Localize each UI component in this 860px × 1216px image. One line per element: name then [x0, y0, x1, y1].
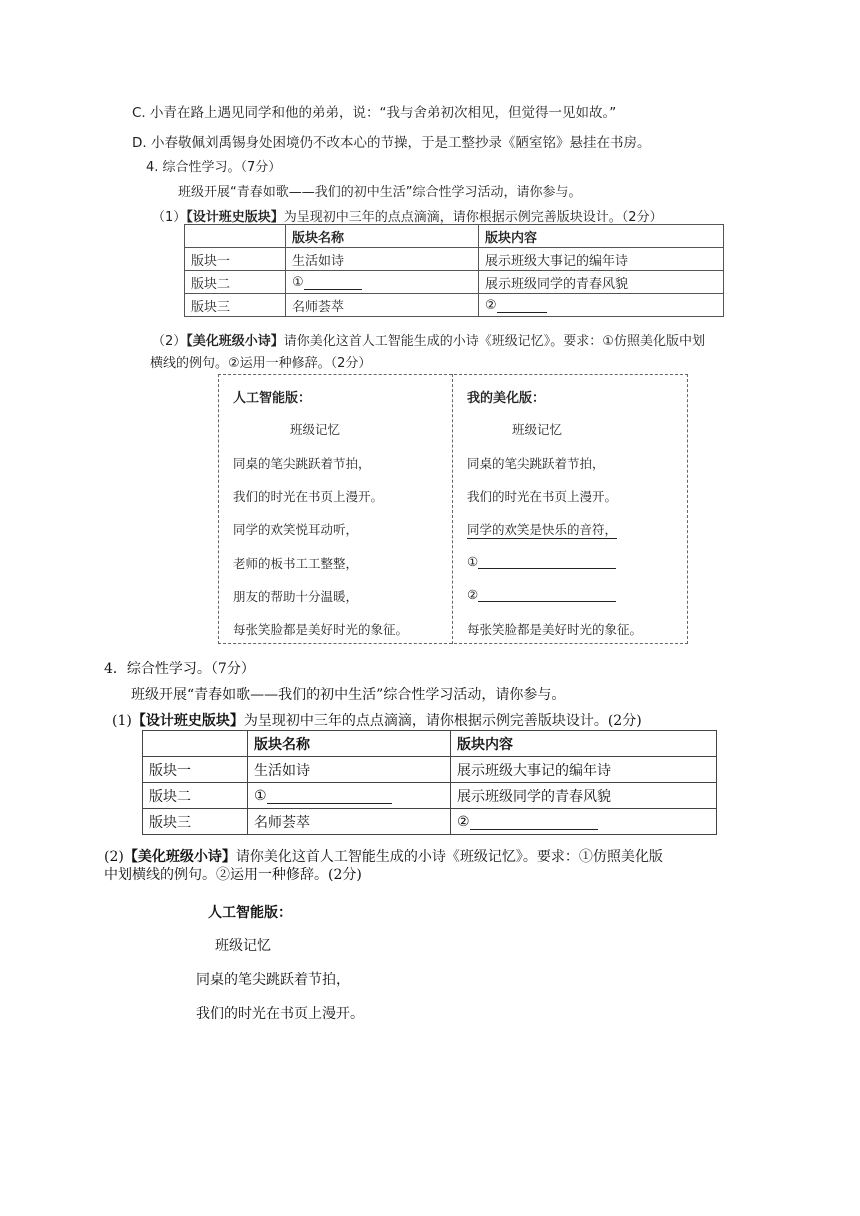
- table-cell: 版块二: [185, 271, 286, 294]
- scan-section-table: [184, 224, 724, 317]
- table-cell: 展示班级大事记的编年诗: [451, 757, 717, 783]
- doc-part2-b: 中划横线的例句。②运用一种修辞。(2分): [104, 867, 362, 883]
- poem-mine-blank-1: [467, 554, 616, 569]
- scan-part2-a: [152, 330, 705, 349]
- table-row: [185, 271, 724, 294]
- table-cell: 展示班级同学的青春风貌: [479, 271, 724, 294]
- poem-ai-line: 老师的板书工工整整，: [233, 556, 359, 571]
- doc-part1-num: (1): [112, 713, 132, 729]
- doc-q4-title: 4．综合性学习。（7分）: [104, 661, 255, 677]
- table-cell: 版块二: [143, 783, 248, 809]
- doc-part2-a: [104, 846, 663, 866]
- table-header: 版块名称: [248, 731, 451, 757]
- doc-poem-line: 同桌的笔尖跳跃着节拍，: [196, 972, 350, 988]
- doc-part1-tag: 【设计班史版块】: [131, 713, 244, 729]
- table-row: [185, 294, 724, 317]
- table-row: [143, 757, 717, 783]
- poem-mine-line: 同桌的笔尖跳跃着节拍，: [467, 456, 605, 471]
- answer-blank[interactable]: [304, 277, 362, 290]
- doc-section-table: [142, 730, 717, 835]
- poem-box-divider: [452, 374, 453, 644]
- scan-q4-title: 4. 综合性学习。（7分）: [146, 160, 282, 175]
- table-cell: [248, 783, 451, 809]
- scan-part1: [152, 206, 663, 225]
- table-cell: [286, 271, 479, 294]
- table-cell: 版块三: [143, 809, 248, 835]
- doc-part2-text-a: 请你美化这首人工智能生成的小诗《班级记忆》。要求：①仿照美化版: [235, 849, 663, 865]
- poem-mine-line: 每张笑脸都是美好时光的象征。: [467, 622, 643, 637]
- scan-part1-text: 为呈现初中三年的点点滴滴，请你根据示例完善版块设计。（2分）: [283, 210, 663, 225]
- table-header: 版块名称: [286, 225, 479, 248]
- scan-part2-text-a: 请你美化这首人工智能生成的小诗《班级记忆》。要求：①仿照美化版中划: [283, 334, 705, 349]
- poem-ai-line: 同桌的笔尖跳跃着节拍，: [233, 456, 371, 471]
- blank-marker: ①: [292, 274, 304, 290]
- doc-part2-tag: 【美化班级小诗】: [123, 849, 236, 865]
- doc-part1: [112, 710, 642, 730]
- blank-marker: ②: [457, 813, 470, 830]
- table-cell: 版块三: [185, 294, 286, 317]
- table-cell: [185, 225, 286, 248]
- poem-ai-line: 朋友的帮助十分温暖，: [233, 589, 359, 604]
- scan-q4-intro: 班级开展“青春如歌——我们的初中生活”综合性学习活动，请你参与。: [178, 185, 582, 200]
- table-row: [143, 783, 717, 809]
- table-row: [143, 731, 717, 757]
- scan-part1-num: （1）: [152, 210, 187, 225]
- answer-blank[interactable]: [478, 589, 616, 602]
- doc-q4-intro: 班级开展“青春如歌——我们的初中生活”综合性学习活动，请你参与。: [131, 687, 566, 703]
- table-cell: 版块一: [185, 248, 286, 271]
- table-cell: 版块一: [143, 757, 248, 783]
- table-cell: 名师荟萃: [286, 294, 479, 317]
- poem-ai-label: 人工智能版：: [233, 391, 312, 406]
- table-cell: 展示班级大事记的编年诗: [479, 248, 724, 271]
- table-row: [185, 248, 724, 271]
- poem-ai-line: 同学的欢笑悦耳动听，: [233, 522, 359, 537]
- poem-mine-underlined-line: 同学的欢笑是快乐的音符，: [467, 522, 618, 537]
- answer-blank[interactable]: [497, 300, 547, 313]
- poem-ai-title: 班级记忆: [290, 422, 341, 437]
- table-header: 版块内容: [451, 731, 717, 757]
- poem-mine-label: 我的美化版：: [467, 391, 546, 406]
- scan-part2-tag: 【美化班级小诗】: [186, 334, 284, 349]
- scan-part1-tag: 【设计班史版块】: [186, 210, 284, 225]
- table-row: [143, 809, 717, 835]
- poem-ai-line: 我们的时光在书页上漫开。: [233, 489, 384, 504]
- scan-part2-num: （2）: [152, 334, 187, 349]
- table-cell: 名师荟萃: [248, 809, 451, 835]
- table-cell: 生活如诗: [286, 248, 479, 271]
- poem-mine-title: 班级记忆: [512, 422, 563, 437]
- table-cell: [479, 294, 724, 317]
- doc-part2-num: (2): [104, 849, 124, 865]
- blank-marker: ①: [254, 787, 267, 804]
- doc-poem-title: 班级记忆: [215, 938, 271, 954]
- answer-blank[interactable]: [478, 556, 616, 569]
- option-d: D. 小春敬佩刘禹锡身处困境仍不改本心的节操，于是工整抄录《陋室铭》悬挂在书房。: [132, 135, 651, 151]
- blank-marker: ②: [485, 297, 497, 313]
- blank-marker: ①: [467, 554, 479, 569]
- doc-part1-text: 为呈现初中三年的点点滴滴，请你根据示例完善版块设计。(2分): [243, 713, 642, 729]
- poem-mine-line: 我们的时光在书页上漫开。: [467, 489, 618, 504]
- table-row: [185, 225, 724, 248]
- table-cell: 生活如诗: [248, 757, 451, 783]
- doc-poem-line: 我们的时光在书页上漫开。: [196, 1006, 364, 1022]
- table-header: 版块内容: [479, 225, 724, 248]
- option-c: C. 小青在路上遇见同学和他的弟弟，说：“我与舍弟初次相见，但觉得一见如故。”: [132, 105, 617, 121]
- table-cell: 展示班级同学的青春风貌: [451, 783, 717, 809]
- poem-ai-line: 每张笑脸都是美好时光的象征。: [233, 622, 409, 637]
- blank-marker: ②: [467, 587, 479, 602]
- poem-mine-blank-2: [467, 587, 616, 602]
- answer-blank[interactable]: [470, 816, 598, 830]
- doc-poem-label: 人工智能版：: [208, 905, 292, 921]
- table-cell: [143, 731, 248, 757]
- scan-part2-b: 横线的例句。②运用一种修辞。（2分）: [150, 356, 372, 371]
- answer-blank[interactable]: [267, 790, 392, 804]
- table-cell: [451, 809, 717, 835]
